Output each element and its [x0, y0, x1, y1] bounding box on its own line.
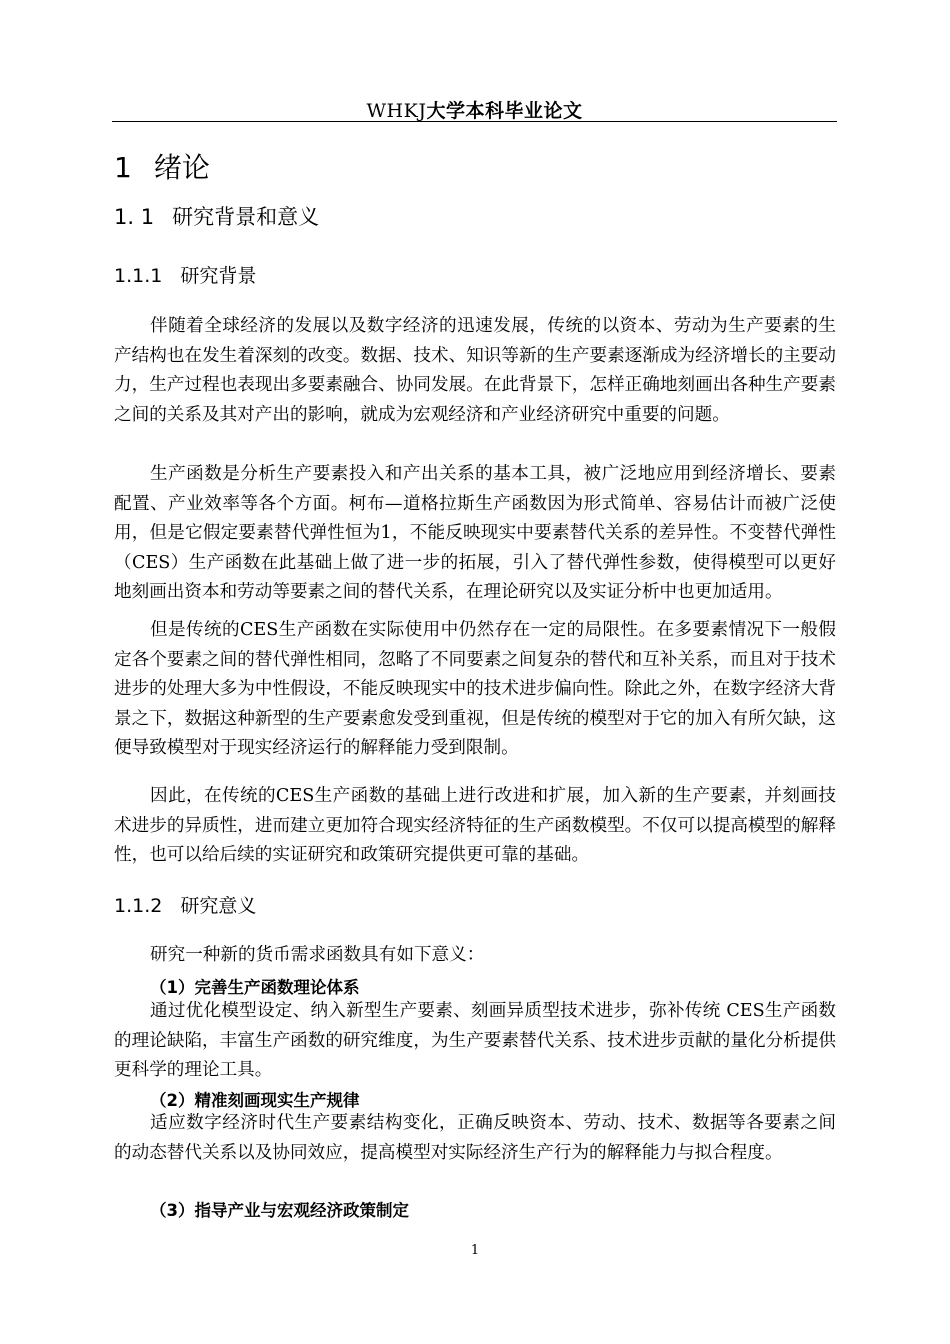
header-prefix: WHKJ: [366, 100, 427, 122]
subsection-number: 1.1.2: [114, 895, 163, 917]
chapter-heading: [114, 146, 210, 186]
chapter-title: 绪论: [153, 151, 210, 184]
header-title: 大学本科毕业论文: [426, 100, 583, 122]
section-heading: [114, 201, 319, 231]
subsection-heading-background: [114, 261, 256, 288]
paragraph: 但是传统的CES生产函数在实际使用中仍然存在一定的局限性。在多要素情况下一般假定各个要素之间的替代弹性相同，忽略了不同要素之间复杂的替代和互补关系，而且对于技术进步的处理大多为中性假设，不能反映现实中的技术进步偏向性。除此之外，在数字经济大背景之下，数据这种新型的生产要素愈发受到重视，但是传统的模型对于它的加入有所欠缺，这便导致模型对于现实经济运行的解释能力受到限制。: [114, 620, 836, 759]
subsection-heading-significance: [114, 891, 256, 918]
paragraph: 研究一种新的货币需求函数具有如下意义：: [150, 945, 485, 965]
section-number: 1. 1: [114, 205, 155, 229]
paragraph: 伴随着全球经济的发展以及数字经济的迅速发展，传统的以资本、劳动为生产要素的生产结构也在发生着深刻的改变。数据、技术、知识等新的生产要素逐渐成为经济增长的主要动力，生产过程也表现出多要素融合、协同发展。在此背景下，怎样正确地刻画出各种生产要素之间的关系及其对产出的影响，就成为宏观经济和产业经济研究中重要的问题。: [114, 316, 836, 425]
chapter-number: 1: [114, 151, 132, 184]
subsection-title: 研究背景: [180, 265, 257, 287]
page-number: 1: [470, 1243, 480, 1258]
subsection-number: 1.1.1: [114, 265, 163, 287]
header-rule: [112, 121, 837, 122]
paragraph: 生产函数是分析生产要素投入和产出关系的基本工具，被广泛地应用到经济增长、要素配置、产业效率等各个方面。柯布—道格拉斯生产函数因为形式简单、容易估计而被广泛使用，但是它假定要素替代弹性恒为1，不能反映现实中要素替代关系的差异性。不变替代弹性（CES）生产函数在此基础上做了进一步的拓展，引入了替代弹性参数，使得模型可以更好地刻画出资本和劳动等要素之间的替代关系，在理论研究以及实证分析中也更加适用。: [114, 464, 836, 603]
subsection-title: 研究意义: [180, 895, 257, 917]
paragraph: 通过优化模型设定、纳入新型生产要素、刻画异质型技术进步，弥补传统 CES生产函数的理论缺陷，丰富生产函数的研究维度，为生产要素替代关系、技术进步贡献的量化分析提供更科学的理论工具。: [114, 1001, 836, 1081]
list-item-heading: （2）精准刻画现实生产规律: [150, 1091, 360, 1110]
section-title: 研究背景和意义: [172, 205, 320, 229]
list-item-heading: （1）完善生产函数理论体系: [150, 978, 360, 997]
page-header: [112, 96, 837, 123]
paragraph: 因此，在传统的CES生产函数的基础上进行改进和扩展，加入新的生产要素，并刻画技术进步的异质性，进而建立更加符合现实经济特征的生产函数模型。不仅可以提高模型的解释性，也可以给后续的实证研究和政策研究提供更可靠的基础。: [114, 786, 836, 866]
paragraph: 适应数字经济时代生产要素结构变化，正确反映资本、劳动、技术、数据等各要素之间的动态替代关系以及协同效应，提高模型对实际经济生产行为的解释能力与拟合程度。: [114, 1113, 836, 1163]
list-item-heading: （3）指导产业与宏观经济政策制定: [150, 1201, 409, 1220]
